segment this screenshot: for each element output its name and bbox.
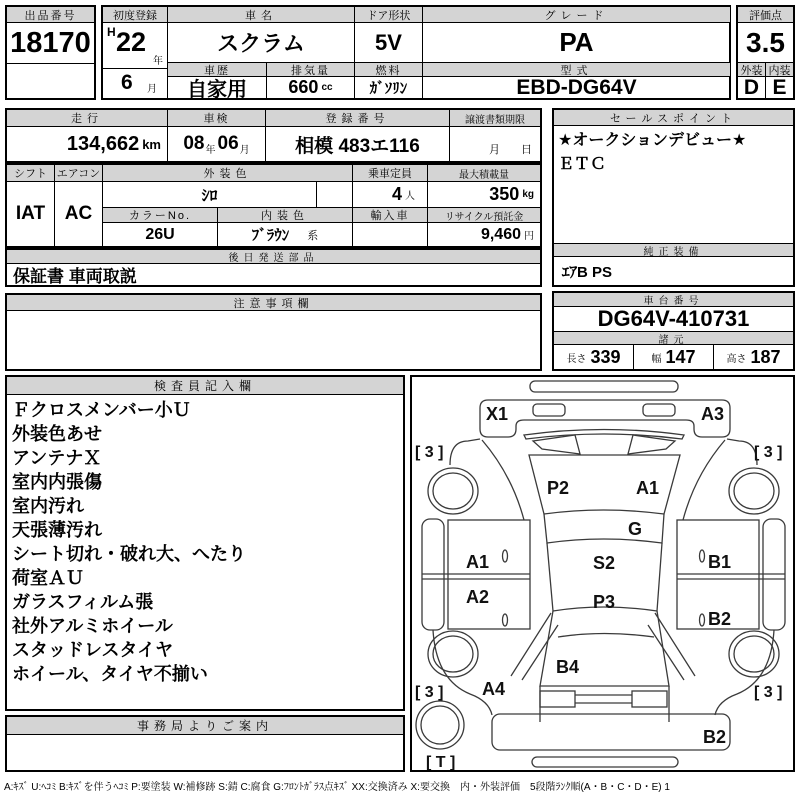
mileage-value: 134,662 km	[66, 132, 161, 155]
spec-width: 幅 147	[633, 345, 713, 369]
damage-label-p3: P3	[593, 592, 616, 612]
inspector-line: ホイール、タイヤ不揃い	[12, 664, 208, 684]
spec-height: 高さ 187	[713, 345, 793, 369]
score-box	[736, 5, 795, 100]
spec-length: 長さ 339	[566, 346, 621, 367]
inspector-line: Ｆクロスメンバー小Ｕ	[12, 400, 191, 420]
damage-label-b4: B4	[556, 657, 580, 677]
reg-no-value: 相模 483エ116	[265, 127, 449, 161]
oem-equip-value: ｴｱB PS	[562, 263, 613, 281]
model-value: EBD-DG64V	[516, 75, 637, 99]
ext-color-value: ｼﾛ	[102, 182, 317, 208]
first-reg-month	[103, 69, 167, 98]
fuel-label: 燃料	[355, 63, 422, 77]
first-reg-month-value: 6	[121, 71, 133, 94]
tire-grade-front-left: [ 3 ]	[415, 444, 444, 461]
grade-value: PA	[423, 23, 730, 63]
sales-point-line: ★オークションデビュー★	[558, 132, 747, 149]
tire-grade-rear-left: [ 3 ]	[415, 684, 444, 701]
inspector-line: 社外アルミホイール	[12, 616, 173, 636]
inspector-line: 室内汚れ	[12, 496, 84, 516]
displacement-value: 660 cc	[266, 77, 354, 98]
damage-label-s2: S2	[593, 553, 616, 573]
diagram-box	[410, 375, 795, 772]
grade-label: グレード	[423, 7, 730, 23]
later-parts-label: 後日発送部品	[7, 250, 540, 264]
tire-grade-rear-right: [ 3 ]	[754, 684, 783, 701]
int-color-label: 内装色	[217, 208, 352, 223]
top-main-box	[101, 5, 731, 100]
office-label: 事務局よりご案内	[7, 717, 403, 735]
score-label: 評価点	[738, 7, 793, 23]
damage-label-a1-door: A1	[466, 552, 490, 572]
damage-label-b1: B1	[708, 552, 732, 572]
car-name-label: 車名	[168, 7, 354, 23]
damage-label-a2: A2	[466, 587, 490, 607]
office-box	[5, 715, 405, 772]
ext-color-extra	[317, 182, 352, 208]
first-reg-label: 初度登録	[103, 7, 167, 23]
auction-no-box	[5, 5, 96, 100]
later-parts-box	[5, 248, 542, 287]
reg-no-label: 登録番号	[265, 110, 449, 127]
inspection-value: 08 年 06 月	[167, 127, 265, 161]
door-value: 5V	[355, 23, 422, 63]
damage-label-b2-bumper: B2	[703, 727, 727, 747]
int-color-suffix: 系	[307, 229, 319, 242]
auction-no-label: 出品番号	[7, 7, 94, 23]
sales-point-line: ＥＴＣ	[558, 156, 607, 173]
import-car-value	[352, 223, 427, 246]
oem-equip-label: 純正装備	[554, 243, 793, 257]
row2-box	[5, 108, 542, 163]
notes-box	[5, 293, 542, 371]
tire-grade-front-right: [ 3 ]	[754, 444, 783, 461]
specs-label: 諸元	[554, 332, 793, 345]
damage-label-p2: P2	[547, 478, 570, 498]
vehicle-damage-diagram	[412, 377, 793, 770]
chassis-value: DG64V-410731	[554, 307, 793, 332]
auction-no-value: 18170	[7, 23, 94, 64]
shift-value: IAT	[15, 203, 46, 224]
notes-label: 注意事項欄	[7, 295, 540, 311]
model-label: 型式	[423, 63, 730, 77]
row3-box	[5, 163, 542, 248]
damage-label-g: G	[628, 519, 643, 539]
interior-value: E	[765, 77, 793, 98]
ext-color-label: 外装色	[102, 165, 352, 182]
fuel-value: ｶﾞｿﾘﾝ	[369, 80, 408, 97]
door-label: ドア形状	[355, 7, 422, 23]
aircon-label: エアコン	[54, 165, 102, 182]
sales-points-box	[552, 108, 795, 287]
first-reg-year-value: 22	[116, 27, 147, 57]
footer-legend: A:ｷｽﾞ U:ﾍｺﾐ B:ｷｽﾞを伴うﾍｺﾐ P:要塗装 W:補修跡 S:錆 C:腐食 G:ﾌﾛﾝﾄｶﾞﾗｽ点ｷｽﾞ XX:交換済み X:要交換 内・外装評価 5段階ﾗﾝｸ順(A・B・C・D・E) 1	[4, 782, 670, 793]
damage-label-b2-door: B2	[708, 609, 732, 629]
color-no-label: カラーNo.	[102, 208, 217, 223]
damage-label-x1: X1	[486, 404, 509, 424]
spare-tire-label: [ T ]	[426, 754, 456, 770]
chassis-label: 車台番号	[554, 293, 793, 307]
inspector-label: 検査員記入欄	[7, 377, 403, 395]
transfer-label: 譲渡書類期限	[449, 110, 540, 127]
first-reg-month-unit: 月	[147, 84, 157, 95]
damage-label-a4: A4	[482, 679, 506, 699]
inspector-line: 室内内張傷	[12, 472, 102, 492]
chassis-box	[552, 291, 795, 371]
displacement-label: 排気量	[266, 63, 354, 77]
max-load-label: 最大積載量	[427, 165, 540, 182]
inspector-line: アンテナＸ	[12, 448, 102, 468]
interior-label: 内装	[765, 63, 793, 77]
door-cell	[354, 7, 422, 98]
color-no-value: 26U	[102, 223, 217, 246]
inspector-line: 外装色あせ	[12, 424, 102, 444]
auction-no-empty	[7, 64, 94, 98]
car-name-value: スクラム	[168, 23, 354, 63]
inspector-box	[5, 375, 405, 711]
later-parts-value: 保証書 車両取説	[13, 267, 137, 286]
exterior-label: 外装	[738, 63, 765, 77]
import-car-label: 輸入車	[352, 208, 427, 223]
notes-content	[7, 311, 540, 369]
inspection-label: 車検	[167, 110, 265, 127]
inspector-line: 天張薄汚れ	[12, 520, 102, 540]
mileage-label: 走行	[7, 110, 167, 127]
inspector-line: 荷室ＡＵ	[12, 568, 84, 588]
int-color-value: ﾌﾞﾗｳﾝ 系	[217, 223, 352, 246]
car-name-cell	[167, 7, 354, 101]
first-reg-cell	[103, 7, 167, 98]
shift-label: シフト	[7, 165, 54, 182]
grade-cell	[422, 7, 729, 98]
exterior-value: D	[743, 75, 760, 99]
capacity-label: 乗車定員	[352, 165, 427, 182]
first-reg-year-unit: 年	[153, 56, 163, 67]
inspector-content	[7, 395, 403, 709]
recycle-label: リサイクル預託金	[427, 208, 540, 223]
history-value: 自家用	[187, 79, 247, 101]
score-value: 3.5	[738, 23, 793, 63]
office-content	[7, 735, 403, 770]
damage-label-a3: A3	[701, 404, 725, 424]
first-reg-era: H	[107, 25, 116, 39]
max-load-value: 350 kg	[427, 182, 540, 208]
sales-points-label: セールスポイント	[554, 110, 793, 126]
history-label: 車歴	[168, 63, 266, 77]
first-reg-year	[103, 23, 167, 69]
transfer-value: 月 日	[449, 127, 540, 161]
inspector-line: シート切れ・破れ大、へたり	[12, 544, 246, 564]
sales-points-content	[554, 126, 793, 243]
displacement-unit: cc	[321, 82, 333, 93]
inspector-line: ガラスフィルム張	[12, 592, 154, 612]
capacity-value: 4 人	[352, 182, 427, 208]
mileage-unit: km	[142, 136, 161, 152]
inspector-line: スタッドレスタイヤ	[12, 640, 174, 660]
damage-label-a1-front: A1	[636, 478, 660, 498]
recycle-value: 9,460 円	[427, 223, 540, 246]
aircon-value: AC	[54, 182, 102, 246]
